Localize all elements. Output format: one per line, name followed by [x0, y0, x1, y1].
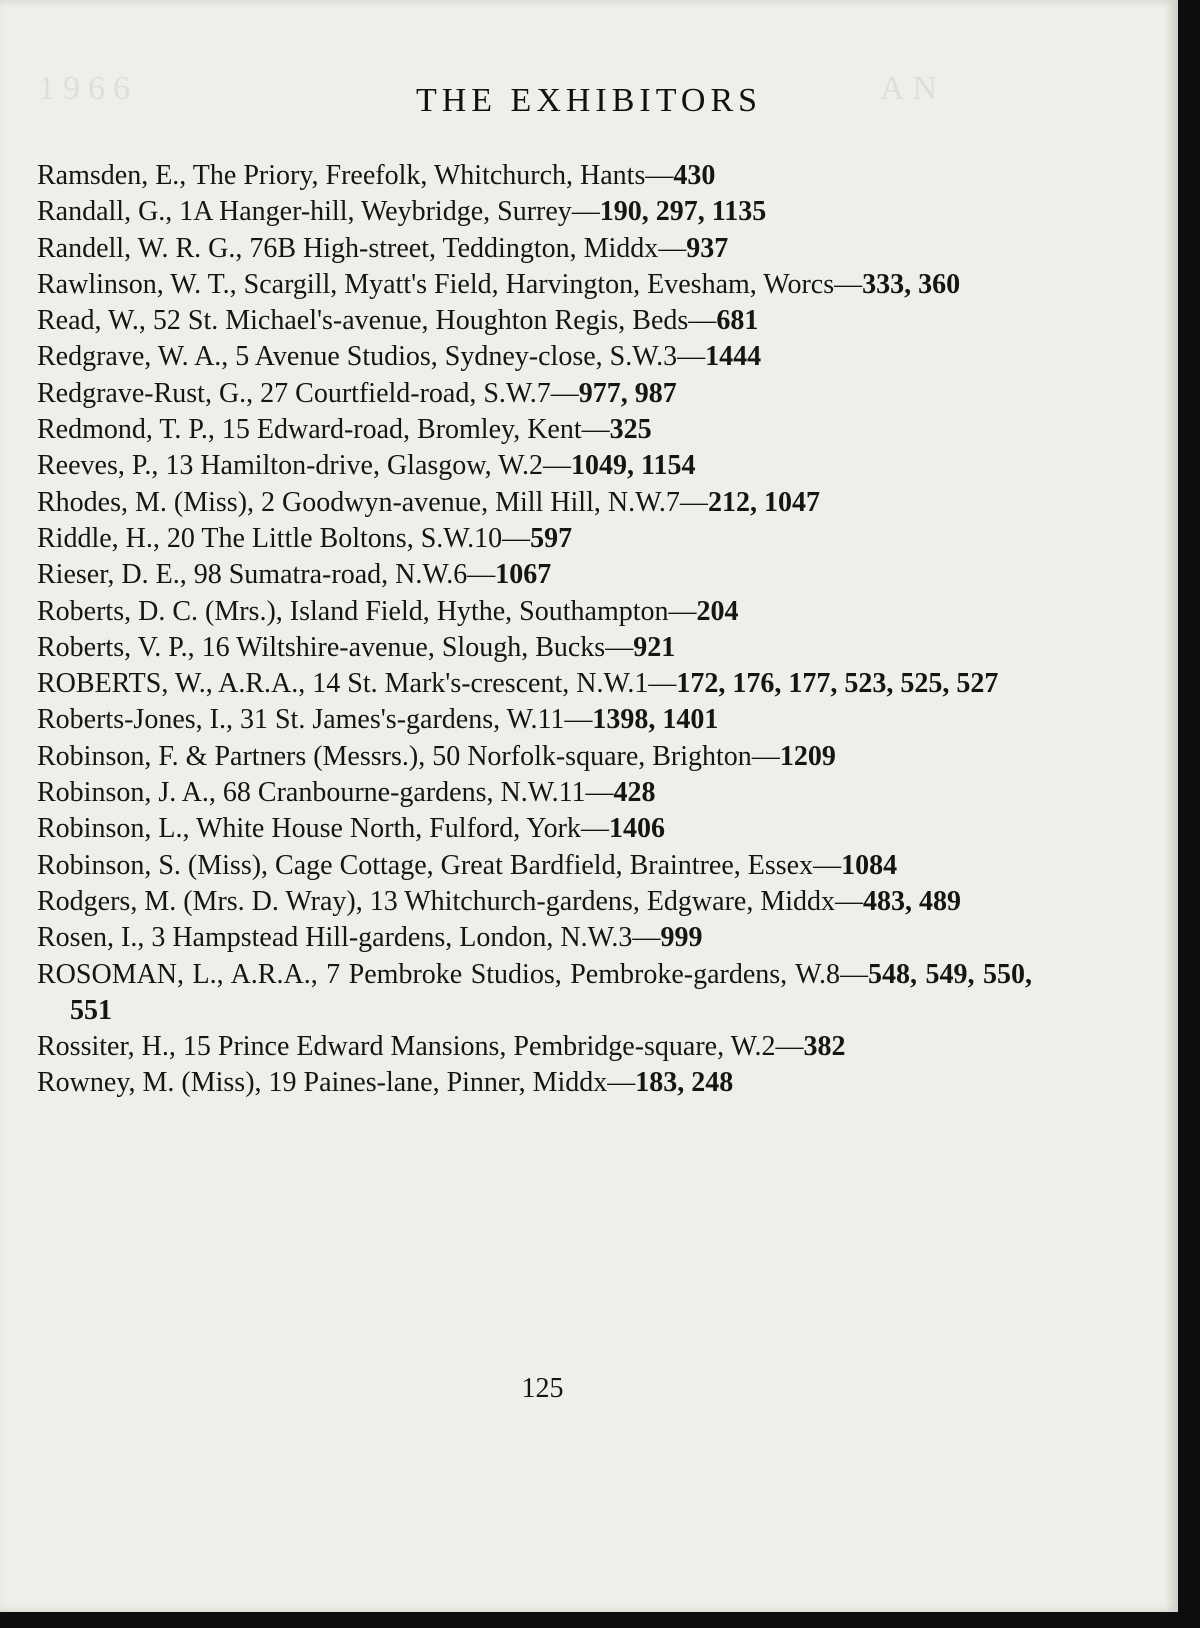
exhibitor-address: Robinson, L., White House North, Fulford, York—: [37, 813, 609, 845]
exhibit-numbers: 428: [613, 777, 656, 809]
exhibit-numbers: 597: [530, 522, 573, 554]
exhibitor-address: Read, W., 52 St. Michael's-avenue, Houghton Regis, Beds—: [37, 305, 717, 337]
exhibitor-address: Reeves, P., 13 Hamilton-drive, Glasgow, W.2—: [37, 450, 572, 482]
exhibitor-address: ROBERTS, W., A.R.A., 14 St. Mark's-crescent, N.W.1—: [37, 668, 677, 700]
exhibit-numbers: 681: [716, 305, 759, 337]
exhibitor-address: Robinson, S. (Miss), Cage Cottage, Great Bardfield, Braintree, Essex—: [37, 849, 842, 881]
exhibitor-address: ROSOMAN, L., A.R.A., 7 Pembroke Studios, Pembroke-gardens, W.8—: [37, 958, 869, 990]
exhibitor-entry: [37, 594, 1032, 630]
exhibit-numbers: 483, 489: [863, 885, 961, 917]
exhibitor-entry: [37, 920, 1032, 956]
exhibitor-address: Ramsden, E., The Priory, Freefolk, Whitchurch, Hants—: [37, 160, 674, 191]
exhibit-numbers: 921: [633, 631, 676, 663]
exhibitor-address: Redmond, T. P., 15 Edward-road, Bromley, Kent—: [37, 414, 610, 446]
exhibitor-entry: [37, 739, 1032, 775]
exhibitor-entry: [37, 957, 1032, 1030]
exhibit-numbers: 1084: [841, 849, 898, 881]
exhibit-numbers: 1398, 1401: [592, 704, 719, 736]
exhibit-numbers: 333, 360: [862, 268, 961, 300]
show-through-text-left: 1966: [38, 70, 138, 107]
exhibitor-address: Robinson, F. & Partners (Messrs.), 50 Norfolk-square, Brighton—: [37, 740, 780, 772]
exhibit-numbers: 1067: [495, 559, 552, 591]
exhibitor-entry: [37, 775, 1032, 811]
exhibitor-entry: [37, 1065, 1032, 1101]
exhibit-numbers: 1209: [779, 740, 836, 772]
running-header: THE EXHIBITORS: [415, 82, 763, 119]
exhibit-numbers: 325: [609, 414, 652, 446]
exhibitor-entry: [37, 231, 1032, 267]
exhibit-numbers: 937: [686, 232, 729, 264]
exhibitor-address: Riddle, H., 20 The Little Boltons, S.W.10—: [37, 522, 531, 554]
exhibit-numbers: 977, 987: [578, 377, 677, 409]
exhibitor-entry: [37, 848, 1032, 884]
exhibitor-entry: [37, 557, 1032, 593]
exhibitor-entry: [37, 666, 1032, 702]
exhibitor-entry: [37, 702, 1032, 738]
exhibit-numbers: 382: [803, 1031, 846, 1063]
exhibitor-address: Roberts, V. P., 16 Wiltshire-avenue, Slough, Bucks—: [37, 631, 634, 663]
exhibitor-address: Redgrave-Rust, G., 27 Courtfield-road, S.W.7—: [37, 377, 579, 409]
exhibit-numbers: 212, 1047: [707, 486, 820, 518]
exhibitor-entry: [37, 485, 1032, 521]
exhibitor-address: Rowney, M. (Miss), 19 Paines-lane, Pinner, Middx—: [37, 1067, 636, 1099]
exhibitor-address: Roberts-Jones, I., 31 St. James's-gardens, W.11—: [37, 704, 593, 736]
exhibitor-address: Rosen, I., 3 Hampstead Hill-gardens, London, N.W.3—: [37, 922, 661, 954]
exhibitor-address: Rieser, D. E., 98 Sumatra-road, N.W.6—: [37, 559, 496, 591]
exhibitor-entry: [37, 1029, 1032, 1065]
exhibit-numbers: 1444: [705, 341, 762, 373]
exhibitor-entry: [37, 811, 1032, 847]
exhibitor-address: Robinson, J. A., 68 Cranbourne-gardens, N.W.11—: [37, 777, 614, 809]
exhibit-numbers: 999: [660, 922, 703, 954]
exhibit-numbers: 190, 297, 1135: [599, 196, 767, 228]
exhibit-numbers: 1049, 1154: [571, 450, 696, 482]
exhibitor-address: Rawlinson, W. T., Scargill, Myatt's Field, Harvington, Evesham, Worcs—: [37, 268, 863, 300]
exhibitor-address: Roberts, D. C. (Mrs.), Island Field, Hythe, Southampton—: [37, 595, 697, 627]
exhibit-numbers: 548, 549, 550, 551: [70, 958, 1033, 1026]
exhibitor-entry: [37, 412, 1032, 448]
exhibitor-entry: [37, 884, 1032, 920]
exhibitor-address: Redgrave, W. A., 5 Avenue Studios, Sydney-close, S.W.3—: [37, 341, 706, 373]
exhibit-numbers: 1406: [608, 813, 665, 845]
exhibit-numbers: 183, 248: [635, 1067, 734, 1099]
exhibitor-entry: [37, 448, 1032, 484]
exhibit-numbers: 430: [673, 160, 716, 191]
exhibitor-entry: [37, 303, 1032, 339]
show-through-text-right: AN: [880, 70, 946, 107]
exhibitor-address: Randall, G., 1A Hanger-hill, Weybridge, Surrey—: [37, 196, 600, 228]
exhibitor-entry: [37, 376, 1032, 412]
exhibitor-address: Rossiter, H., 15 Prince Edward Mansions, Pembridge-square, W.2—: [37, 1031, 804, 1063]
exhibitor-entry: [37, 267, 1032, 303]
exhibitor-entry: [37, 339, 1032, 375]
page-number: 125: [521, 1373, 564, 1404]
exhibitor-address: Rodgers, M. (Mrs. D. Wray), 13 Whitchurch-gardens, Edgware, Middx—: [37, 885, 863, 917]
exhibitor-entry: [37, 630, 1032, 666]
exhibitor-entry: [37, 194, 1032, 230]
exhibitor-address: Randell, W. R. G., 76B High-street, Teddington, Middx—: [37, 232, 687, 264]
exhibitor-entry: [37, 158, 1032, 194]
exhibitor-list: [37, 158, 1032, 1102]
exhibitor-entry: [37, 521, 1032, 557]
exhibitor-address: Rhodes, M. (Miss), 2 Goodwyn-avenue, Mill Hill, N.W.7—: [37, 486, 708, 518]
exhibit-numbers: 172, 176, 177, 523, 525, 527: [676, 668, 999, 700]
exhibit-numbers: 204: [696, 595, 739, 627]
